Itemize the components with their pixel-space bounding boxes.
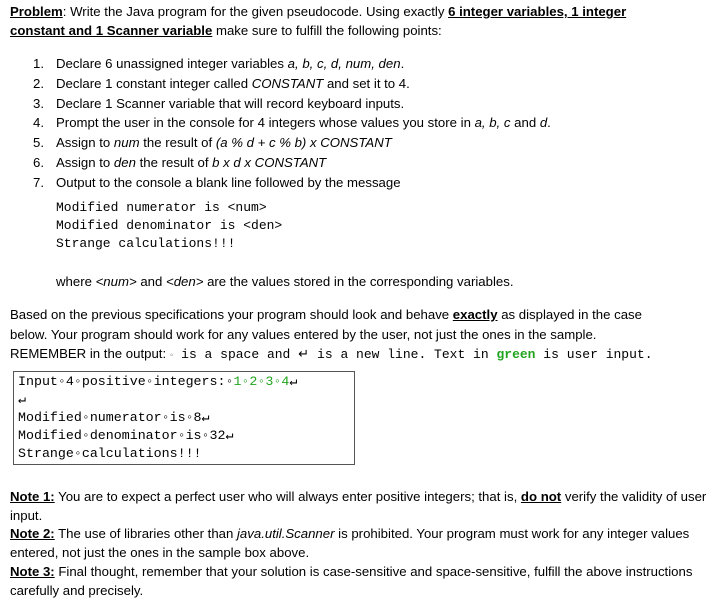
step-item: 6. Assign to den the result of b x d x CONSTANT bbox=[33, 154, 327, 170]
steps-list bbox=[10, 54, 710, 193]
sample-line-blank: ↵ bbox=[18, 392, 27, 407]
problem-text: : Write the Java program for the given pseudocode. Using exactly bbox=[62, 4, 449, 19]
message-line: Modified numerator is <num> bbox=[56, 200, 267, 215]
user-input: 1◦2◦3◦4 bbox=[233, 374, 290, 389]
problem-emphasis-2: constant and 1 Scanner variable bbox=[10, 23, 213, 38]
note-3: Note 3: Final thought, remember that your solution is case-sensitive and space-sensitive, fulfill the above instructions carefully and precisely. bbox=[10, 563, 693, 598]
sample-line-denominator: Modified◦denominator◦is◦32↵ bbox=[18, 428, 234, 443]
sample-line-numerator: Modified◦numerator◦is◦8↵ bbox=[18, 410, 210, 425]
spec-paragraph: Based on the previous specifications your program should look and behave exactly as displayed in the case below. Your program should work for any values entered by the user, not just the ones in the sample. REMEMBER in the output: ◦ is a space and ↵ is a new line. Text in green is user input. bbox=[10, 307, 653, 362]
space-symbol: ◦ bbox=[169, 350, 174, 361]
exactly-emphasis: exactly bbox=[452, 307, 498, 322]
sample-line-strange: Strange◦calculations!!! bbox=[18, 446, 202, 461]
step-item: 1. Declare 6 unassigned integer variables a, b, c, d, num, den. bbox=[33, 56, 405, 71]
notes-section bbox=[10, 488, 710, 600]
where-note: where <num> and <den> are the values stored in the corresponding variables. bbox=[56, 274, 514, 289]
message-line: Strange calculations!!! bbox=[56, 235, 236, 251]
message-line: Modified denominator is <den> bbox=[56, 217, 283, 233]
step-item: 2. Declare 1 constant integer called CONSTANT and set it to 4. bbox=[33, 75, 410, 91]
expected-message bbox=[56, 199, 282, 252]
note-1: Note 1: You are to expect a perfect user who will always enter positive integers; that is, do not verify the validity of user input. bbox=[10, 489, 707, 523]
problem-statement bbox=[10, 2, 710, 40]
problem-label: Problem bbox=[10, 4, 63, 19]
sample-output-box bbox=[13, 371, 355, 465]
problem-emphasis-1: 6 integer variables, 1 integer bbox=[448, 4, 627, 19]
step-item: 3. Declare 1 Scanner variable that will record keyboard inputs. bbox=[33, 95, 405, 111]
step-item: 5. Assign to num the result of (a % d + c % b) x CONSTANT bbox=[33, 135, 392, 151]
step-item: 4. Prompt the user in the console for 4 integers whose values you store in a, b, c and d. bbox=[33, 115, 551, 131]
step-item: 7. Output to the console a blank line followed by the message bbox=[33, 174, 401, 190]
note-2: Note 2: The use of libraries other than java.util.Scanner is prohibited. Your program must work for any integer values entered, not just the ones in the sample box above. bbox=[10, 526, 690, 561]
problem-text-end: make sure to fulfill the following points: bbox=[212, 23, 442, 38]
newline-symbol: ↵ bbox=[298, 346, 310, 361]
sample-line-prompt: Input◦4◦positive◦integers:◦1◦2◦3◦4↵ bbox=[18, 374, 298, 389]
